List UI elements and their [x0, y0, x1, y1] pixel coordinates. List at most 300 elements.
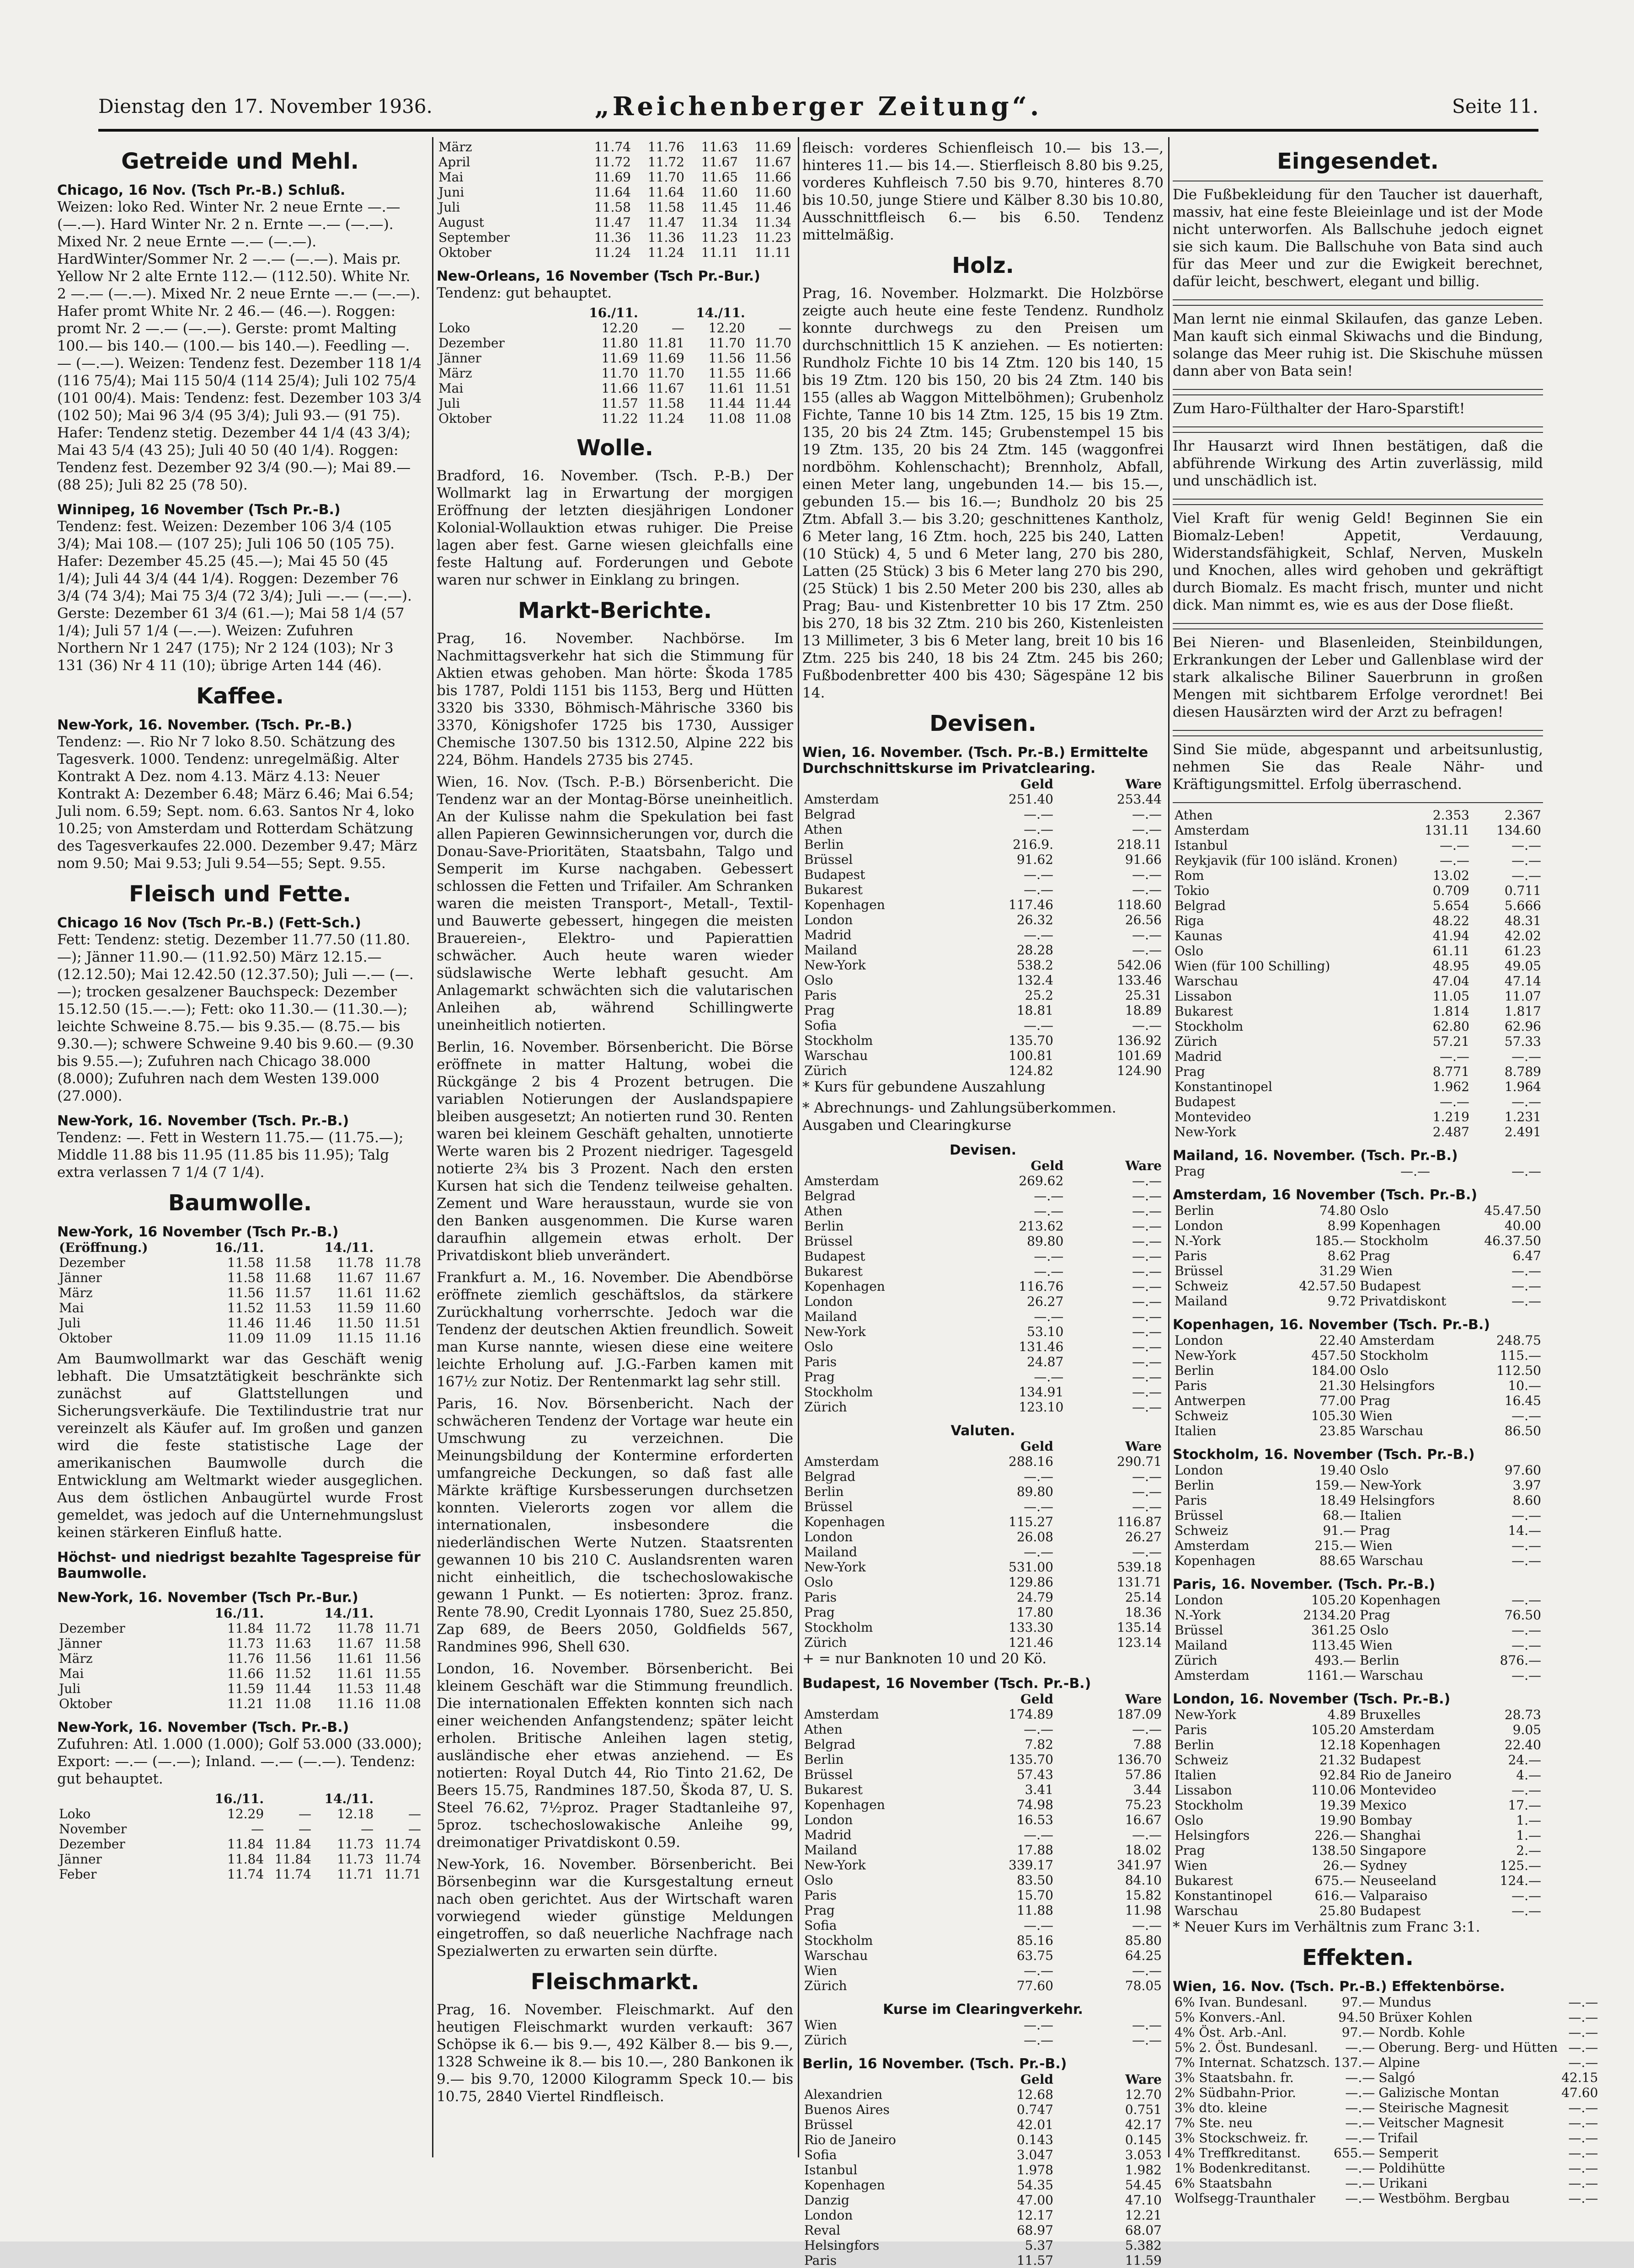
table-cell: —.— — [1511, 1094, 1541, 1109]
report-text: London, 16. November. Börsenbericht. Bei kleinem Geschäft war die Stimmung freundlich. Die internationalen Effekten konnten sich nach einer weichenden Anfangstendenz; später leicht erholen. Britische Anleihen lagen stetig, ausländische eher etwas anziehend. — Es notierten: Royal Dutch 44, Rio Tinto 21.62, De Beers 15.75, Randmines 187.50, Škoda 87, U. S. Steel 76.62, 7½proz. Prager Stadtanleihe 97, 5proz. tschechoslowakische Anleihe 99, dreimonatiger Privatdiskont 0.59. — [437, 1661, 793, 1851]
table-cell: N.-York — [1175, 1233, 1221, 1248]
table-note: * Abrechnungs- und Zahlungsüberkommen. Ausgaben und Clearingkurse — [802, 1100, 1116, 1134]
table-cell: 133.30 — [1009, 1620, 1053, 1635]
table-cell: Semperit — [1378, 2146, 1438, 2161]
table-cell: 136.70 — [1117, 1752, 1162, 1767]
table-cell: 15.82 — [1125, 1888, 1162, 1903]
table-row — [1173, 1019, 1543, 1034]
table-cell: —.— — [1132, 1173, 1162, 1188]
report-text: Weizen: loko Red. Winter Nr. 2 neue Ernte —.— (—.—). Hard Winter Nr. 2 n. Ernte —.— (—.—). Mixed Nr. 2 neue Ernte —.— (—.—). HardWinter/Sommer Nr. 2 —.— (—.—). Mais pr. Yellow Nr 2 alte Ernte 112.— (112.50). White Nr. 2 —.— (—.—). Mixed Nr. 2 neue Ernte —.— (—.—). Hafer promt White Nr. 2 46.— (46.—). Roggen: promt Nr. 2 —.— (—.—). Gerste: promt Malting 100.— bis 140.— (100.— bis 140.—). Feedling —.— (—.—). Weizen: Tendenz fest. Dezember 118 1/4 (116 75/4); Mai 115 50/4 (114 25/4); Juli 102 75/4 (101 00/4). Mais: Tendenz: fest. Dezember 103 3/4 (102 50); Mai 96 3/4 (95 3/4); Juli 93.— (91 75). Hafer: Tendenz stetig. Dezember 44 1/4 (43 3/4); Mai 43 5/4 (43 25); Juli 40 50 (40 1/4). Roggen: Tendenz fest. Dezember 92 3/4 (90.—); Mai 89.— (88 25); Juli 82 25 (78 50). — [57, 199, 422, 493]
table-cell: 77.00 — [1319, 1393, 1356, 1408]
price-table — [437, 305, 793, 426]
table-cell: New-York — [804, 1560, 866, 1575]
table-cell: 11.56 — [274, 1651, 311, 1666]
table-cell: —.— — [1511, 1668, 1541, 1683]
table-row — [1173, 1218, 1543, 1233]
table-cell: Stockholm — [1175, 1019, 1244, 1034]
table-header-cell — [266, 1240, 313, 1255]
table-cell: Mailand — [804, 1842, 857, 1858]
table-row — [1173, 1722, 1543, 1737]
table-cell: —.— — [1132, 1249, 1162, 1264]
table-row — [437, 139, 793, 154]
table-cell: 7.82 — [1025, 1737, 1053, 1752]
table-cell: 11.50 — [336, 1315, 374, 1331]
table-cell: 77.60 — [1016, 1978, 1053, 1993]
table-cell: 11.56 — [227, 1285, 264, 1300]
table-cell: —.— — [1132, 1469, 1162, 1484]
table-cell: 88.65 — [1319, 1553, 1356, 1568]
table-cell: 185.— — [1314, 1233, 1356, 1248]
table-cell: 48.22 — [1432, 913, 1469, 928]
table-cell: 11.16 — [384, 1331, 421, 1346]
table-cell: Stockholm — [804, 1384, 873, 1400]
table-cell: 4.— — [1516, 1768, 1541, 1783]
price-table — [802, 1692, 1164, 1993]
table-cell: 135.70 — [1009, 1752, 1053, 1767]
table-cell: 24.79 — [1016, 1590, 1053, 1605]
table-cell: 41.94 — [1432, 928, 1469, 943]
table-cell: Oslo — [1360, 1363, 1389, 1378]
table-cell: 131.46 — [1019, 1339, 1064, 1354]
table-header-row — [802, 1158, 1164, 1173]
table-cell: 11.57 — [1016, 2253, 1053, 2268]
table-cell: Schweiz — [1175, 1752, 1228, 1768]
table-cell: 531.00 — [1009, 1560, 1053, 1575]
report-heading: New-York, 16 November (Tsch Pr.-B.) — [57, 1224, 339, 1240]
table-cell: —.— — [1345, 2040, 1375, 2055]
table-cell: Italien — [1175, 1423, 1217, 1438]
table-cell: Oslo — [804, 1873, 833, 1888]
table-row — [802, 1400, 1164, 1415]
table-cell: 1161.— — [1306, 1668, 1356, 1683]
table-cell: 542.06 — [1117, 958, 1162, 973]
table-row — [802, 2117, 1164, 2132]
table-header-cell — [266, 1606, 313, 1621]
table-cell: 218.11 — [1117, 837, 1162, 852]
table-header-cell — [802, 1158, 947, 1173]
table-row — [1173, 2100, 1600, 2115]
table-cell: 18.81 — [1016, 1003, 1053, 1018]
table-cell: —.— — [1132, 882, 1162, 897]
table-row — [1173, 1294, 1543, 1309]
table-header-cell: 14./11. — [696, 305, 745, 320]
table-cell: 12.18 — [336, 1806, 374, 1821]
table-cell: 11.59 — [1125, 2253, 1162, 2268]
table-cell: Zürich — [1175, 1034, 1217, 1049]
table-row — [57, 1696, 423, 1711]
table-cell: 26.32 — [1016, 912, 1053, 927]
table-header-cell: 16./11. — [214, 1606, 264, 1621]
report-heading: Budapest, 16 November (Tsch. Pr.-B.) — [802, 1676, 1091, 1692]
header-date: Dienstag den 17. November 1936. — [98, 95, 433, 117]
table-cell: —.— — [1511, 1508, 1541, 1523]
table-cell: Wolfsegg-Traunthaler — [1175, 2191, 1316, 2206]
table-cell: Budapest — [1175, 1094, 1236, 1109]
table-row — [1173, 1707, 1543, 1722]
table-cell: 11.47 — [594, 215, 631, 230]
table-cell: Prag — [804, 1369, 835, 1384]
table-cell: 2.— — [1516, 1843, 1541, 1858]
table-cell: 57.33 — [1504, 1034, 1541, 1049]
table-cell: 11.58 — [227, 1270, 264, 1285]
price-table — [802, 777, 1164, 1078]
table-cell: Alpine — [1378, 2055, 1420, 2070]
table-cell: Athen — [804, 1722, 843, 1737]
table-cell: —.— — [1568, 1995, 1598, 2010]
table-row — [802, 973, 1164, 988]
table-cell: Berlin — [804, 1219, 844, 1234]
report-text: Prag, 16. November. Nachbörse. Im Nachmittagsverkehr hat sich die Stimmung für Aktien etwas gehoben. Man hörte: Škoda 1785 bis 1787, Poldi 1151 bis 1153, Berg und Hütten 3320 bis 3330, Böhmisch-Mährische 3360 bis 3370, Königshofer 1725 bis 1730, Aussiger Chemische 1307.50 bis 1312.50, Alpine 222 bis 224, Böhm. Handels 2735 bis 2745. — [437, 630, 793, 768]
table-cell: 3.97 — [1512, 1478, 1541, 1493]
table-row — [802, 1309, 1164, 1324]
table-cell: 18.49 — [1319, 1493, 1356, 1508]
table-cell: —.— — [1034, 1264, 1064, 1279]
table-cell: —.— — [1132, 1294, 1162, 1309]
table-cell: — — [408, 1806, 421, 1821]
section-title-wolle: Wolle. — [577, 435, 653, 461]
table-cell: 11.53 — [274, 1300, 311, 1315]
table-cell: Berlin — [1175, 1363, 1214, 1378]
table-header-cell — [375, 1791, 423, 1806]
table-row — [802, 2208, 1164, 2223]
table-cell: —.— — [1034, 1203, 1064, 1219]
table-cell: —.— — [1024, 1918, 1053, 1933]
table-header-cell: (Eröffnung.) — [59, 1240, 148, 1255]
table-cell: September — [438, 230, 510, 245]
column-1 — [57, 139, 423, 2155]
table-cell: —.— — [1511, 1164, 1541, 1179]
table-cell: 68.07 — [1125, 2223, 1162, 2238]
table-cell: 184.00 — [1311, 1363, 1356, 1378]
table-row — [1173, 1109, 1543, 1124]
table-cell: Prag — [804, 1605, 835, 1620]
price-table — [1173, 1707, 1543, 1918]
table-row — [802, 2253, 1164, 2268]
table-cell: Oslo — [804, 973, 833, 988]
table-cell: Westböhm. Bergbau — [1378, 2191, 1510, 2206]
table-header-cell: Geld — [1020, 1439, 1053, 1454]
table-cell: 133.46 — [1117, 973, 1162, 988]
table-cell: Feber — [59, 1867, 97, 1882]
table-cell: Stockholm — [1360, 1233, 1429, 1248]
table-cell: 4% Treffkreditanst. — [1175, 2146, 1301, 2161]
table-row — [437, 154, 793, 170]
table-cell: 0.751 — [1125, 2102, 1162, 2117]
table-cell: 8.789 — [1504, 1064, 1541, 1079]
table-cell: —.— — [1568, 2010, 1598, 2025]
table-cell: Loko — [59, 1806, 91, 1821]
table-cell: 11.36 — [647, 230, 684, 245]
table-cell: 0.709 — [1432, 883, 1469, 898]
table-cell: 42.02 — [1504, 928, 1541, 943]
report-heading: Amsterdam, 16 November (Tsch. Pr.-B.) — [1173, 1187, 1478, 1203]
table-cell: 105.20 — [1311, 1592, 1356, 1608]
table-cell: 174.89 — [1009, 1707, 1053, 1722]
table-cell: 11.09 — [274, 1331, 311, 1346]
column-rule — [1168, 137, 1169, 2157]
price-table — [802, 1158, 1164, 1415]
table-cell: Berlin — [1175, 1478, 1214, 1493]
table-header-cell — [57, 1791, 203, 1806]
table-row — [802, 1294, 1164, 1309]
table-cell: —.— — [1440, 838, 1469, 853]
table-cell: —.— — [1511, 1278, 1541, 1294]
table-cell: 11.69 — [594, 170, 631, 185]
report-text: Prag, 16. November. Holzmarkt. Die Holzbörse zeigte auch heute eine feste Tendenz. Rundholz konnte durchwegs zu den Preisen um durchschnittlich 15 K anziehen. — Es notierten: Rundholz Fichte 10 bis 14 Ztm. 120 bis 140, 15 bis 19 Ztm. 120 bis 150, 20 bis 24 Ztm. 140 bis 155 (alles ab Waggon Mittelböhmen); Grubenholz Fichte, Tanne 10 bis 14 Ztm. 125, 15 bis 19 Ztm. 135, 20 bis 24 Ztm. 145; Grubenstempel 15 bis 19 Ztm. 135, 20 bis 24 Ztm. 145 (waggonfrei nordböhm. Kohlenschacht); Brennholz, Abfall, einen Meter lang, ungebunden 14.— bis 15.—, gebunden 15.— bis 16.—; Bundholz 20 bis 25 Ztm. Abfall 3.— bis 3.20; geschnittenes Kantholz, 6 Meter lang, 16 Ztm. hoch, 225 bis 240, Latten (10 Stück) 4, 5 und 6 Meter lang, 270 bis 280, Latten (25 Stück) 3 bis 6 Meter lang 270 bis 290, (25 Stück) 1 bis 2.50 Meter 200 bis 230, alles ab Prag; Bau- und Kistenbretter 10 bis 17 Ztm. 250 bis 270, 18 bis 32 Ztm. 210 bis 260, Kistenleisten 13 Millimeter, 3 bis 6 Meter lang, breit 10 bis 16 Ztm. 225 bis 240, 18 bis 24 Ztm. 245 bis 260; Fußbodenbretter 400 bis 430; Sägespäne 12 bis 14. — [802, 285, 1164, 701]
table-cell: Sofia — [804, 1918, 837, 1933]
table-cell: Warschau — [1360, 1553, 1424, 1568]
table-cell: —.— — [1024, 1469, 1053, 1484]
table-row — [57, 1806, 423, 1821]
table-cell: Antwerpen — [1175, 1393, 1246, 1408]
price-table — [1173, 1592, 1543, 1683]
table-row — [57, 1666, 423, 1681]
table-cell: —.— — [1132, 1264, 1162, 1279]
table-header-row — [57, 1240, 423, 1255]
table-cell: Mai — [59, 1666, 84, 1681]
table-cell: 11.60 — [384, 1300, 421, 1315]
table-cell: Trifail — [1378, 2130, 1418, 2146]
table-cell: Helsingfors — [804, 2238, 880, 2253]
table-cell: 17.88 — [1016, 1842, 1053, 1858]
table-cell: New-York — [1175, 1348, 1236, 1363]
table-cell: 11.58 — [227, 1255, 264, 1270]
table-cell: New-York — [804, 1858, 866, 1873]
table-cell: 6% Staatsbahn — [1175, 2176, 1272, 2191]
table-cell: 11.55 — [708, 366, 745, 381]
table-row — [1173, 1363, 1543, 1378]
table-row — [802, 1620, 1164, 1635]
table-cell: Paris — [1175, 1378, 1207, 1393]
table-row — [1173, 1408, 1543, 1423]
table-row — [1173, 1508, 1543, 1523]
report-text: Am Baumwollmarkt war das Geschäft wenig lebhaft. Die Umsatztätigkeit beschränkte sich zunächst auf Glattstellungen und Sicherungsverkäufe. Die Textilindustrie trat nur vereinzelt als Käufer auf. Im großen und ganzen wird die feste statistische Lage der amerikanischen Baumwolle durch die Entwicklung am Weltmarkt wieder ausgeglichen. Aus dem östlichen Anbaugürtel wurde Frost gemeldet, was jedoch auf die Unternehmungslust keinen stärkeren Einfluß hatte. — [57, 1351, 423, 1541]
table-cell: 253.44 — [1117, 792, 1162, 807]
table-cell: —.— — [1132, 1188, 1162, 1203]
table-cell: Helsingfors — [1360, 1493, 1435, 1508]
table-cell: —.— — [1568, 2055, 1598, 2070]
table-cell: —.— — [1024, 2018, 1053, 2033]
table-cell: 11.11 — [754, 245, 791, 260]
price-table — [437, 139, 793, 260]
table-header-cell: Ware — [1125, 1439, 1162, 1454]
table-row — [802, 1264, 1164, 1279]
table-row — [437, 320, 793, 335]
table-cell: 269.62 — [1019, 1173, 1064, 1188]
table-cell: 1.231 — [1504, 1109, 1541, 1124]
table-row — [1173, 1668, 1543, 1683]
table-cell: 61.11 — [1432, 943, 1469, 958]
table-cell: 134.91 — [1019, 1384, 1064, 1400]
table-cell: Mailand — [1175, 1638, 1228, 1653]
table-row — [1173, 1752, 1543, 1768]
table-cell: —.— — [1511, 853, 1541, 868]
table-header-cell — [802, 777, 947, 792]
table-cell: Danzig — [804, 2193, 849, 2208]
table-cell: 11.34 — [701, 215, 738, 230]
table-cell: —.— — [1024, 867, 1053, 882]
table-row — [802, 2102, 1164, 2117]
table-row — [802, 867, 1164, 882]
table-row — [1173, 1203, 1543, 1218]
table-cell: 1.982 — [1125, 2162, 1162, 2177]
table-cell: Amsterdam — [1360, 1722, 1435, 1737]
table-row — [1173, 1768, 1543, 1783]
table-cell: 159.— — [1314, 1478, 1356, 1493]
table-cell: 11.23 — [701, 230, 738, 245]
table-row — [57, 1315, 423, 1331]
table-cell: 11.78 — [384, 1255, 421, 1270]
table-header-cell — [802, 2072, 947, 2087]
price-table — [1173, 1203, 1543, 1309]
table-cell: 16.45 — [1504, 1393, 1541, 1408]
table-cell: 11.24 — [594, 245, 631, 260]
table-cell: Wien — [1360, 1638, 1393, 1653]
table-cell: —.— — [1568, 2040, 1598, 2055]
table-cell: —.— — [1024, 1018, 1053, 1033]
table-row — [1173, 868, 1543, 883]
table-row — [1173, 1094, 1543, 1109]
table-cell: 49.05 — [1504, 958, 1541, 974]
price-table — [1173, 1463, 1543, 1568]
table-row — [1173, 853, 1543, 868]
table-cell: 11.74 — [227, 1867, 264, 1882]
table-cell: —.— — [1024, 1544, 1053, 1560]
table-cell: Zürich — [804, 1635, 847, 1650]
table-cell: 134.60 — [1496, 823, 1541, 838]
table-cell: —.— — [1024, 882, 1053, 897]
price-table — [1173, 1995, 1600, 2206]
table-cell: 493.— — [1314, 1653, 1356, 1668]
table-cell: New-York — [804, 958, 866, 973]
table-cell: Prag — [1360, 1248, 1390, 1263]
table-row — [437, 185, 793, 200]
table-row — [1173, 1248, 1543, 1263]
section-title-effekten: Effekten. — [1302, 1945, 1414, 1970]
table-row — [1173, 943, 1543, 958]
table-cell: Paris — [804, 1590, 837, 1605]
table-row — [1173, 838, 1543, 853]
table-row — [437, 245, 793, 260]
table-cell: 26.27 — [1125, 1529, 1162, 1544]
table-cell: 11.58 — [384, 1636, 421, 1651]
table-cell: 11.68 — [274, 1270, 311, 1285]
table-header-cell — [266, 1791, 313, 1806]
table-cell: 655.— — [1333, 2146, 1375, 2161]
table-cell: Kopenhagen — [804, 897, 885, 912]
table-cell: 0.143 — [1016, 2132, 1053, 2147]
table-cell: — — [298, 1806, 311, 1821]
table-cell: 8.60 — [1512, 1493, 1541, 1508]
table-row — [802, 1707, 1164, 1722]
table-cell: 11.57 — [274, 1285, 311, 1300]
table-cell: 48.95 — [1432, 958, 1469, 974]
table-row — [1173, 1653, 1543, 1668]
table-note: * Kurs für gebundene Auszahlung — [802, 1079, 1046, 1095]
table-cell: —.— — [1132, 927, 1162, 942]
table-cell: 74.80 — [1319, 1203, 1356, 1218]
table-cell: Paris — [804, 1888, 837, 1903]
table-row — [802, 2223, 1164, 2238]
table-row — [1173, 808, 1543, 823]
table-cell: 25.2 — [1025, 988, 1053, 1003]
table-cell: Valparaiso — [1360, 1888, 1428, 1903]
table-cell: 115.27 — [1009, 1514, 1053, 1529]
column-2 — [437, 139, 793, 2155]
table-header-cell — [802, 1692, 947, 1707]
table-header-cell — [375, 1606, 423, 1621]
table-cell: Mailand — [804, 1309, 857, 1324]
table-cell: Galizische Montan — [1378, 2085, 1500, 2100]
table-cell: 18.02 — [1125, 1842, 1162, 1858]
report-heading: London, 16. November (Tsch. Pr.-B.) — [1173, 1691, 1451, 1707]
column-rule — [432, 137, 433, 2157]
report-text: Tendenz: fest. Weizen: Dezember 106 3/4 (105 3/4); Mai 108.— (107 25); Juli 106 50 (105 75). Hafer: Dezember 45.25 (45.—); Mai 45 50 (45 1/4); Juli 44 3/4 (44 1/4). Roggen: Dezember 76 3/4 (74 3/4); Mai 75 3/4 (72 3/4); Juli —.— (—.—). Gerste: Dezember 61 3/4 (61.—); Mai 58 1/4 (57 1/4); Juli 57 1/4 (—.—). Weizen: Zufuhren Northern Nr 1 247 (175); Nr 2 124 (103); Nr 3 131 (36) Nr 4 11 (10); übrige Arten 144 (46). — [57, 518, 412, 674]
table-row — [802, 882, 1164, 897]
table-cell: 11.72 — [594, 154, 631, 170]
table-cell: 1.978 — [1016, 2162, 1053, 2177]
table-cell: 339.17 — [1009, 1858, 1053, 1873]
table-cell: Brüssel — [1175, 1508, 1223, 1523]
table-header-cell — [747, 305, 793, 320]
table-cell: 132.4 — [1016, 973, 1053, 988]
table-cell: —.— — [1345, 2161, 1375, 2176]
table-cell: 11.59 — [336, 1300, 374, 1315]
advert-text: Viel Kraft für wenig Geld! Beginnen Sie ein Biomalz-Leben! Appetit, Verdauung, Widerstandsfähigkeit, Schlaf, Nerven, Muskeln und Knochen, alles wird gehoben und gekräftigt durch Biomalz. Es macht frisch, munter und nicht dick. Man nimmt es, wie es aus der Dose fließt. — [1173, 510, 1543, 613]
table-row — [1173, 1423, 1543, 1438]
table-cell: New-York — [804, 1324, 866, 1339]
table-cell: Poldihütte — [1378, 2161, 1445, 2176]
table-cell: —.— — [1024, 1827, 1053, 1842]
table-row — [1173, 1004, 1543, 1019]
table-row — [802, 1003, 1164, 1018]
price-table — [1173, 1164, 1543, 1179]
table-cell: 42.15 — [1561, 2070, 1598, 2085]
table-cell: Bukarest — [804, 882, 863, 897]
report-heading: New-York, 16. November (Tsch. Pr.-B.) — [57, 1113, 349, 1129]
table-row — [802, 1827, 1164, 1842]
table-cell: Prag — [804, 1903, 835, 1918]
table-cell: 97.60 — [1504, 1463, 1541, 1478]
table-cell: Kopenhagen — [804, 2177, 885, 2193]
table-cell: 11.63 — [274, 1636, 311, 1651]
table-row — [57, 1651, 423, 1666]
table-cell: 116.76 — [1019, 1279, 1064, 1294]
table-header-cell: 14./11. — [324, 1240, 374, 1255]
table-header-cell: 16./11. — [214, 1791, 264, 1806]
table-cell: 12.20 — [601, 320, 638, 335]
table-cell: 7% Ste. neu — [1175, 2115, 1253, 2130]
table-cell: Stockholm — [1175, 1798, 1244, 1813]
table-cell: 62.80 — [1432, 1019, 1469, 1034]
table-cell: Prag — [1360, 1608, 1390, 1623]
table-cell: Warschau — [1360, 1668, 1424, 1683]
table-cell: 11.15 — [336, 1331, 374, 1346]
table-cell: —.— — [1511, 1408, 1541, 1423]
advert-text: Die Fußbekleidung für den Taucher ist dauerhaft, massiv, hat eine feste Bleieinlage und ist der Mode nicht unterworfen. Als Ballschuhe jedoch eignet sie sich kaum. Die Ballschuhe von Bata sind auch für das Meer und zur die Ewigkeit berechnet, dafür leicht, beschwert, elegant und billig. — [1173, 186, 1543, 290]
table-row — [1173, 1393, 1543, 1408]
advert-box — [1173, 504, 1543, 624]
section-title-baumwolle: Baumwolle. — [168, 1190, 312, 1216]
table-cell: 124.— — [1500, 1873, 1541, 1888]
table-cell: New-York — [1360, 1478, 1421, 1493]
table-row — [802, 1499, 1164, 1514]
table-cell: Veitscher Magnesit — [1378, 2115, 1504, 2130]
table-row — [1173, 1538, 1543, 1553]
table-cell: London — [804, 1812, 853, 1827]
table-cell: Mailand — [804, 1544, 857, 1560]
table-cell: —.— — [1034, 1249, 1064, 1264]
